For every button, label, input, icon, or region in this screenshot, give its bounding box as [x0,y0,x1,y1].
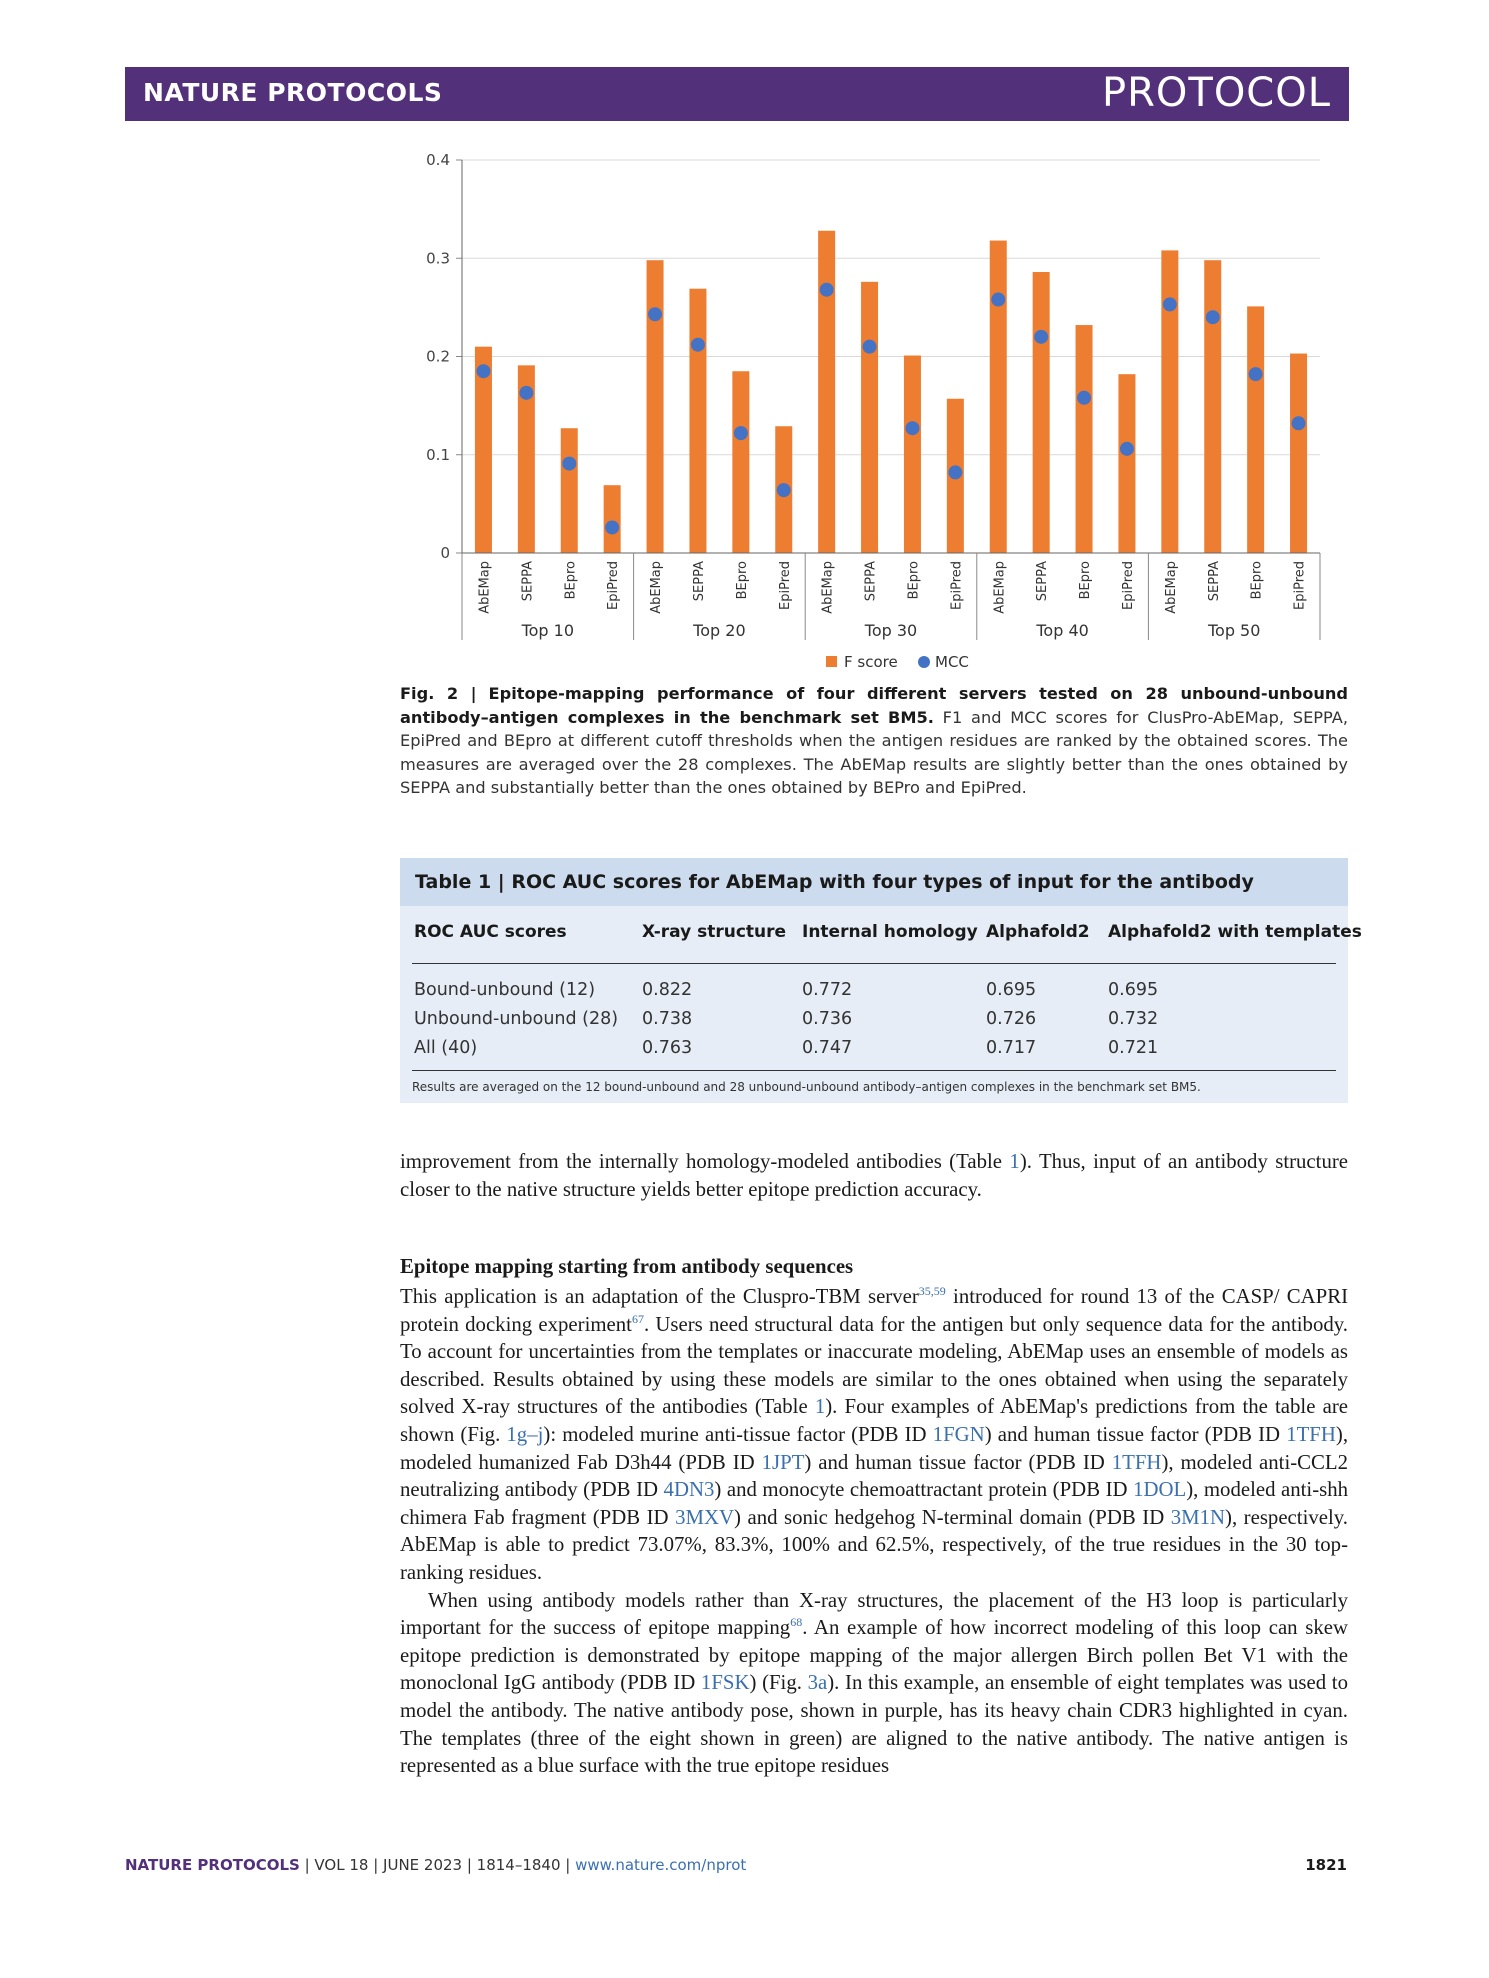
table-cell: 0.726 [986,1009,1037,1029]
body-paragraph-1 [400,1148,1348,1203]
table-cell: All (40) [414,1038,478,1058]
text-run: ). Thus, input of an antibody structure closer to the native structure yields better epitope prediction accuracy. [400,1150,1348,1201]
legend-swatch-f-score [826,656,837,667]
chart-group-label: Top 10 [521,621,575,640]
chart-point [991,293,1005,307]
chart-point [1249,367,1263,381]
table-cell: 0.695 [986,980,1037,1000]
chart-point [905,421,919,435]
chart-x-tick-label: SEPPA [1035,561,1051,602]
text-run: ), respectively. AbEMap is able to predict 73.07%, 83.3%, 100% and 62.5%, respectively, of the true residues in the 30 top-ranking residues. [400,1505,1348,1584]
chart-bar [818,231,835,553]
section-type: PROTOCOL [1101,70,1331,116]
chart-x-tick-label: EpiPred [777,561,793,610]
text-run: ): modeled murine anti-tissue factor (PDB ID [543,1422,933,1446]
chart-x-tick-label: AbEMap [1163,561,1179,614]
text-run: ), modeled anti-shh chimera Fab fragment (PDB ID [400,1478,1349,1529]
body-paragraph-2 [400,1283,1348,1780]
text-run: ) and human tissue factor (PDB ID [984,1422,1287,1446]
figure-caption [400,682,1348,800]
pdb-link[interactable]: 3M1N [1170,1505,1226,1529]
chart-x-tick-label: EpiPred [949,561,965,610]
section-heading: Epitope mapping starting from antibody sequences [400,1255,854,1278]
chart-group-label: Top 40 [1036,621,1089,640]
table-cell: 0.695 [1108,980,1159,1000]
footer-meta: | VOL 18 | JUNE 2023 | 1814–1840 | [299,1856,576,1874]
chart-bar [861,282,878,553]
text-run: ) and sonic hedgehog N-terminal domain (PDB ID [734,1505,1171,1529]
chart-point [1163,297,1177,311]
chart-point [820,283,834,297]
chart-x-tick-label: SEPPA [520,561,536,602]
chart-group-labels [462,553,1320,640]
pdb-link[interactable]: 1TFH [1286,1422,1336,1446]
table-cell: 0.747 [802,1038,853,1058]
chart-bar [604,485,621,553]
chart-point [734,426,748,440]
text-run: . Users need structural data for the antigen but only sequence data for the antibody. To account for uncertainties from the templates or inaccurate modeling, AbEMap uses an ensemble of models as described. Results obtained by using these models are similar to the ones obtained when using the separately solved X-ray structures of the antibodies (Table [400,1312,1348,1419]
legend-label: MCC [935,653,969,671]
chart-x-tick-labels [477,561,1307,614]
footer-url-link[interactable]: www.nature.com/nprot [575,1856,747,1874]
citation-link[interactable]: 68 [790,1615,803,1630]
table-header-cell: Alphafold2 with templates [1108,922,1362,942]
chart-points [476,283,1305,535]
text-run: This application is an adaptation of the Cluspro-TBM server [400,1285,919,1308]
table-header-cell: Alphafold2 [986,922,1090,942]
chart-x-tick-label: SEPPA [863,561,879,602]
pdb-link[interactable]: 1DOL [1133,1478,1187,1502]
pdb-link[interactable]: 1JPT [761,1450,805,1474]
chart-x-tick-label: SEPPA [1206,561,1222,602]
table-cell: 0.822 [642,980,693,1000]
text-run: introduced for round 13 of the CASP/ CAPRI protein docking experiment [400,1285,1348,1336]
table-header-cell: Internal homology [802,922,978,942]
chart-x-tick-label: BEpro [1249,561,1265,600]
chart-y-tick-label: 0.3 [426,249,450,268]
chart-point [562,457,576,471]
citation-link[interactable]: 35,59 [918,1284,946,1299]
table-link[interactable]: 1 [1009,1150,1020,1173]
chart-x-tick-label: BEpro [563,561,579,600]
figure-link[interactable]: 3a [807,1671,828,1695]
table-cell: 0.763 [642,1038,693,1058]
chart-bar [732,371,749,553]
journal-name: NATURE PROTOCOLS [143,78,443,107]
chart-x-tick-label: AbEMap [820,561,836,614]
chart-bar [647,260,664,553]
chart-point [863,340,877,354]
chart-y-tick-label: 0.2 [426,347,450,366]
table-cell: 0.772 [802,980,853,1000]
table-rule [412,1070,1336,1071]
table-cell: 0.721 [1108,1038,1159,1058]
chart-bar [1247,306,1264,553]
pdb-link[interactable]: 1FGN [932,1422,985,1446]
pdb-link[interactable]: 3MXV [675,1505,735,1529]
chart-point [519,386,533,400]
caption-label: Fig. 2 | [400,684,477,703]
text-run: ) and monocyte chemoattractant protein (PDB ID [714,1478,1134,1502]
chart-x-tick-label: EpiPred [1292,561,1308,610]
chart-bar [1204,260,1221,553]
chart-group-label: Top 20 [693,621,746,640]
chart-x-tick-label: BEpro [734,561,750,600]
chart-x-tick-label: AbEMap [992,561,1008,614]
figure-2-chart [0,0,1489,690]
chart-point [605,520,619,534]
pdb-link[interactable]: 1FSK [700,1671,750,1695]
chart-point [648,307,662,321]
chart-bar [689,289,706,553]
chart-bar [904,356,921,553]
chart-bar [1033,272,1050,553]
chart-x-tick-label: BEpro [1078,561,1094,600]
caption-bold: Epitope-mapping performance of four different servers tested on 28 unbound-unbound antibody–antigen complexes in the benchmark set BM5. [400,684,1348,727]
table-rule [412,963,1336,964]
chart-y-tick-label: 0 [440,544,450,562]
chart-y-tick-labels [426,151,450,562]
chart-point [777,483,791,497]
chart-x-tick-label: EpiPred [1120,561,1136,610]
chart-x-tick-label: SEPPA [691,561,707,602]
text-run: ). Four examples of AbEMap's predictions from the table are shown (Fig. [400,1395,1348,1446]
footer-journal: NATURE PROTOCOLS [125,1856,300,1874]
chart-bar [1290,354,1307,553]
table-cell: 0.736 [802,1009,853,1029]
chart-bar [990,241,1007,553]
chart-y-tick-label: 0.4 [426,151,450,169]
page-number: 1821 [1305,1856,1347,1874]
citation-link[interactable]: 67 [631,1311,644,1326]
chart-y-tick-label: 0.1 [426,445,450,464]
text-run: ) and human tissue factor (PDB ID [804,1450,1112,1474]
pdb-link[interactable]: 1TFH [1111,1450,1162,1474]
text-run: ). In this example, an ensemble of eight templates was used to model the antibody. The native antibody pose, shown in purple, has its heavy chain CDR3 highlighted in cyan. The templates (three of the eight shown in green) are aligned to the native antibody. The native antigen is represented as a blue surface with the true epitope residues [400,1671,1348,1778]
chart-gridlines [456,160,1320,553]
chart-x-tick-label: AbEMap [477,561,493,614]
chart-point [1077,391,1091,405]
pdb-link[interactable]: 4DN3 [663,1478,715,1502]
table-header-cell: X-ray structure [642,922,787,942]
table-cell: 0.717 [986,1038,1037,1058]
legend-label: F score [844,653,898,671]
chart-bar [1161,250,1178,553]
chart-point [476,364,490,378]
chart-point [1034,330,1048,344]
chart-point [1292,416,1306,430]
chart-point [691,338,705,352]
table-cell: Bound-unbound (12) [414,980,596,1000]
table-title: Table 1 | ROC AUC scores for AbEMap with four types of input for the antibody [415,871,1254,893]
table-cell: 0.738 [642,1009,693,1029]
table-cell: Unbound-unbound (28) [414,1009,619,1029]
text-run: . An example of how incorrect modeling of this loop can skew epitope prediction is demonstrated by epitope mapping of the major allergen Birch pollen Bet V1 with the monoclonal IgG antibody (PDB ID [400,1616,1348,1695]
caption-text: F1 and MCC scores for ClusPro-AbEMap, SEPPA, EpiPred and BEpro at different cutoff thresholds when the antigen residues are ranked by the obtained scores. The measures are averaged over the 28 complexes. The AbEMap results are slightly better than the ones obtained by SEPPA and substantially better than the ones obtained by BEPro and EpiPred. [400,707,1348,797]
figure-link[interactable]: 1g–j [506,1422,544,1446]
chart-x-tick-label: EpiPred [606,561,622,610]
text-run: ), modeled humanized Fab D3h44 (PDB ID [400,1422,1349,1474]
chart-point [1120,442,1134,456]
chart-bar [561,428,578,553]
text-run: ) (Fig. [749,1671,808,1695]
chart-group-label: Top 30 [864,621,918,640]
chart-x-tick-label: BEpro [906,561,922,600]
chart-bar [1118,374,1135,553]
chart-x-tick-label: AbEMap [649,561,665,614]
table-footnote: Results are averaged on the 12 bound-unbound and 28 unbound-unbound antibody–antigen complexes in the benchmark set BM5. [412,1080,1201,1094]
legend-swatch-mcc [918,656,930,668]
page-footer [125,1856,746,1874]
text-run: When using antibody models rather than X-ray structures, the placement of the H3 loop is particularly important for the success of epitope mapping [400,1588,1348,1640]
chart-point [948,465,962,479]
chart-bar [1076,325,1093,553]
chart-point [1206,310,1220,324]
table-link[interactable]: 1 [814,1395,826,1419]
table-header-cell: ROC AUC scores [414,922,567,942]
chart-legend [826,653,969,671]
text-run: improvement from the internally homology-modeled antibodies (Table [400,1150,1010,1173]
table-cell: 0.732 [1108,1009,1159,1029]
text-run: ), modeled anti-CCL2 neutralizing antibody (PDB ID [400,1450,1349,1502]
chart-bars [475,231,1307,553]
chart-group-label: Top 50 [1207,621,1261,640]
